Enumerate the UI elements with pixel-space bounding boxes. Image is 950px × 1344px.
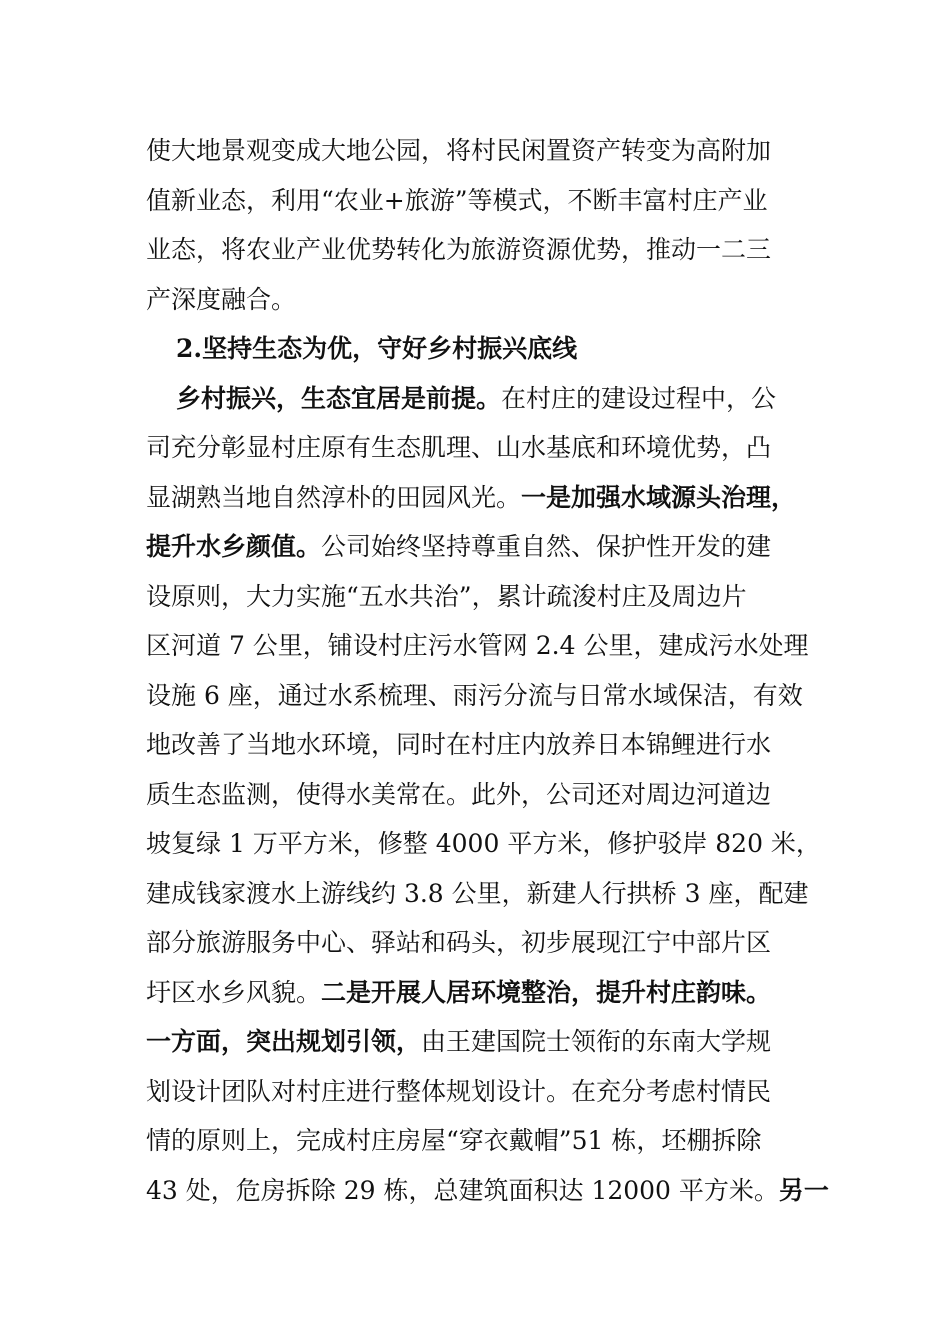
text-line: 情的原则上，完成村庄房屋“穿衣戴帽”51 栋，坯棚拆除	[146, 1126, 762, 1155]
text-line: 建成钱家渡水上游线约 3.8 公里，新建人行拱桥 3 座，配建	[146, 878, 809, 908]
text-line: 部分旅游服务中心、驿站和码头，初步展现江宁中部片区	[146, 928, 772, 957]
bold-lead: 提升水乡颜值。	[146, 532, 322, 561]
section-heading: 2.坚持生态为优，守好乡村振兴底线	[176, 334, 578, 363]
text-line: 业态，将农业产业优势转化为旅游资源优势，推动一二三	[146, 235, 772, 264]
text-line	[146, 473, 836, 523]
bold-lead: 另一	[778, 1175, 829, 1205]
text-line: 质生态监测，使得水美常在。此外，公司还对周边河道边	[146, 779, 772, 809]
text-line: 地改善了当地水环境，同时在村庄内放养日本锦鲤进行水	[146, 730, 772, 759]
bold-lead: 一方面，突出规划引领，	[146, 1027, 422, 1056]
text-line: 划设计团队对村庄进行整体规划设计。在充分考虑村情民	[146, 1076, 772, 1106]
text-line	[146, 968, 836, 1018]
text-line: 设原则，大力实施“五水共治”，累计疏浚村庄及周边片	[146, 581, 747, 611]
bold-lead: 一是加强水域源头治理，	[521, 482, 797, 512]
text-line: 值新业态，利用“农业+旅游”等模式，不断丰富村庄产业	[146, 185, 768, 215]
text-run: 在村庄的建设过程中，公	[501, 383, 777, 413]
text-run: 显湖熟当地自然淳朴的田园风光。	[146, 482, 522, 512]
text-run: 圩区水乡风貌。	[146, 977, 322, 1007]
text-run: 43 处，危房拆除 29 栋，总建筑面积达 12000 平方米。	[146, 1175, 779, 1205]
text-line: 区河道 7 公里，铺设村庄污水管网 2.4 公里，建成污水处理	[146, 631, 809, 660]
text-line: 坡复绿 1 万平方米，修整 4000 平方米，修护驳岸 820 米，	[146, 829, 821, 858]
text-run: 由王建国院士领衔的东南大学规	[421, 1027, 772, 1056]
text-run: 公司始终坚持尊重自然、保护性开发的建	[321, 532, 772, 561]
text-line	[146, 522, 836, 572]
text-line	[146, 1017, 836, 1067]
text-line: 设施 6 座，通过水系梳理、雨污分流与日常水域保洁，有效	[146, 680, 803, 710]
document-body	[146, 126, 836, 1215]
text-line	[146, 1166, 836, 1216]
text-line: 产深度融合。	[146, 284, 297, 314]
bold-lead: 乡村振兴，生态宜居是前提。	[176, 383, 502, 413]
text-line: 使大地景观变成大地公园，将村民闲置资产转变为高附加	[146, 136, 772, 165]
text-line	[146, 374, 836, 424]
bold-lead: 二是开展人居环境整治，提升村庄韵味。	[321, 977, 772, 1007]
text-line: 司充分彰显村庄原有生态肌理、山水基底和环境优势，凸	[146, 433, 772, 462]
